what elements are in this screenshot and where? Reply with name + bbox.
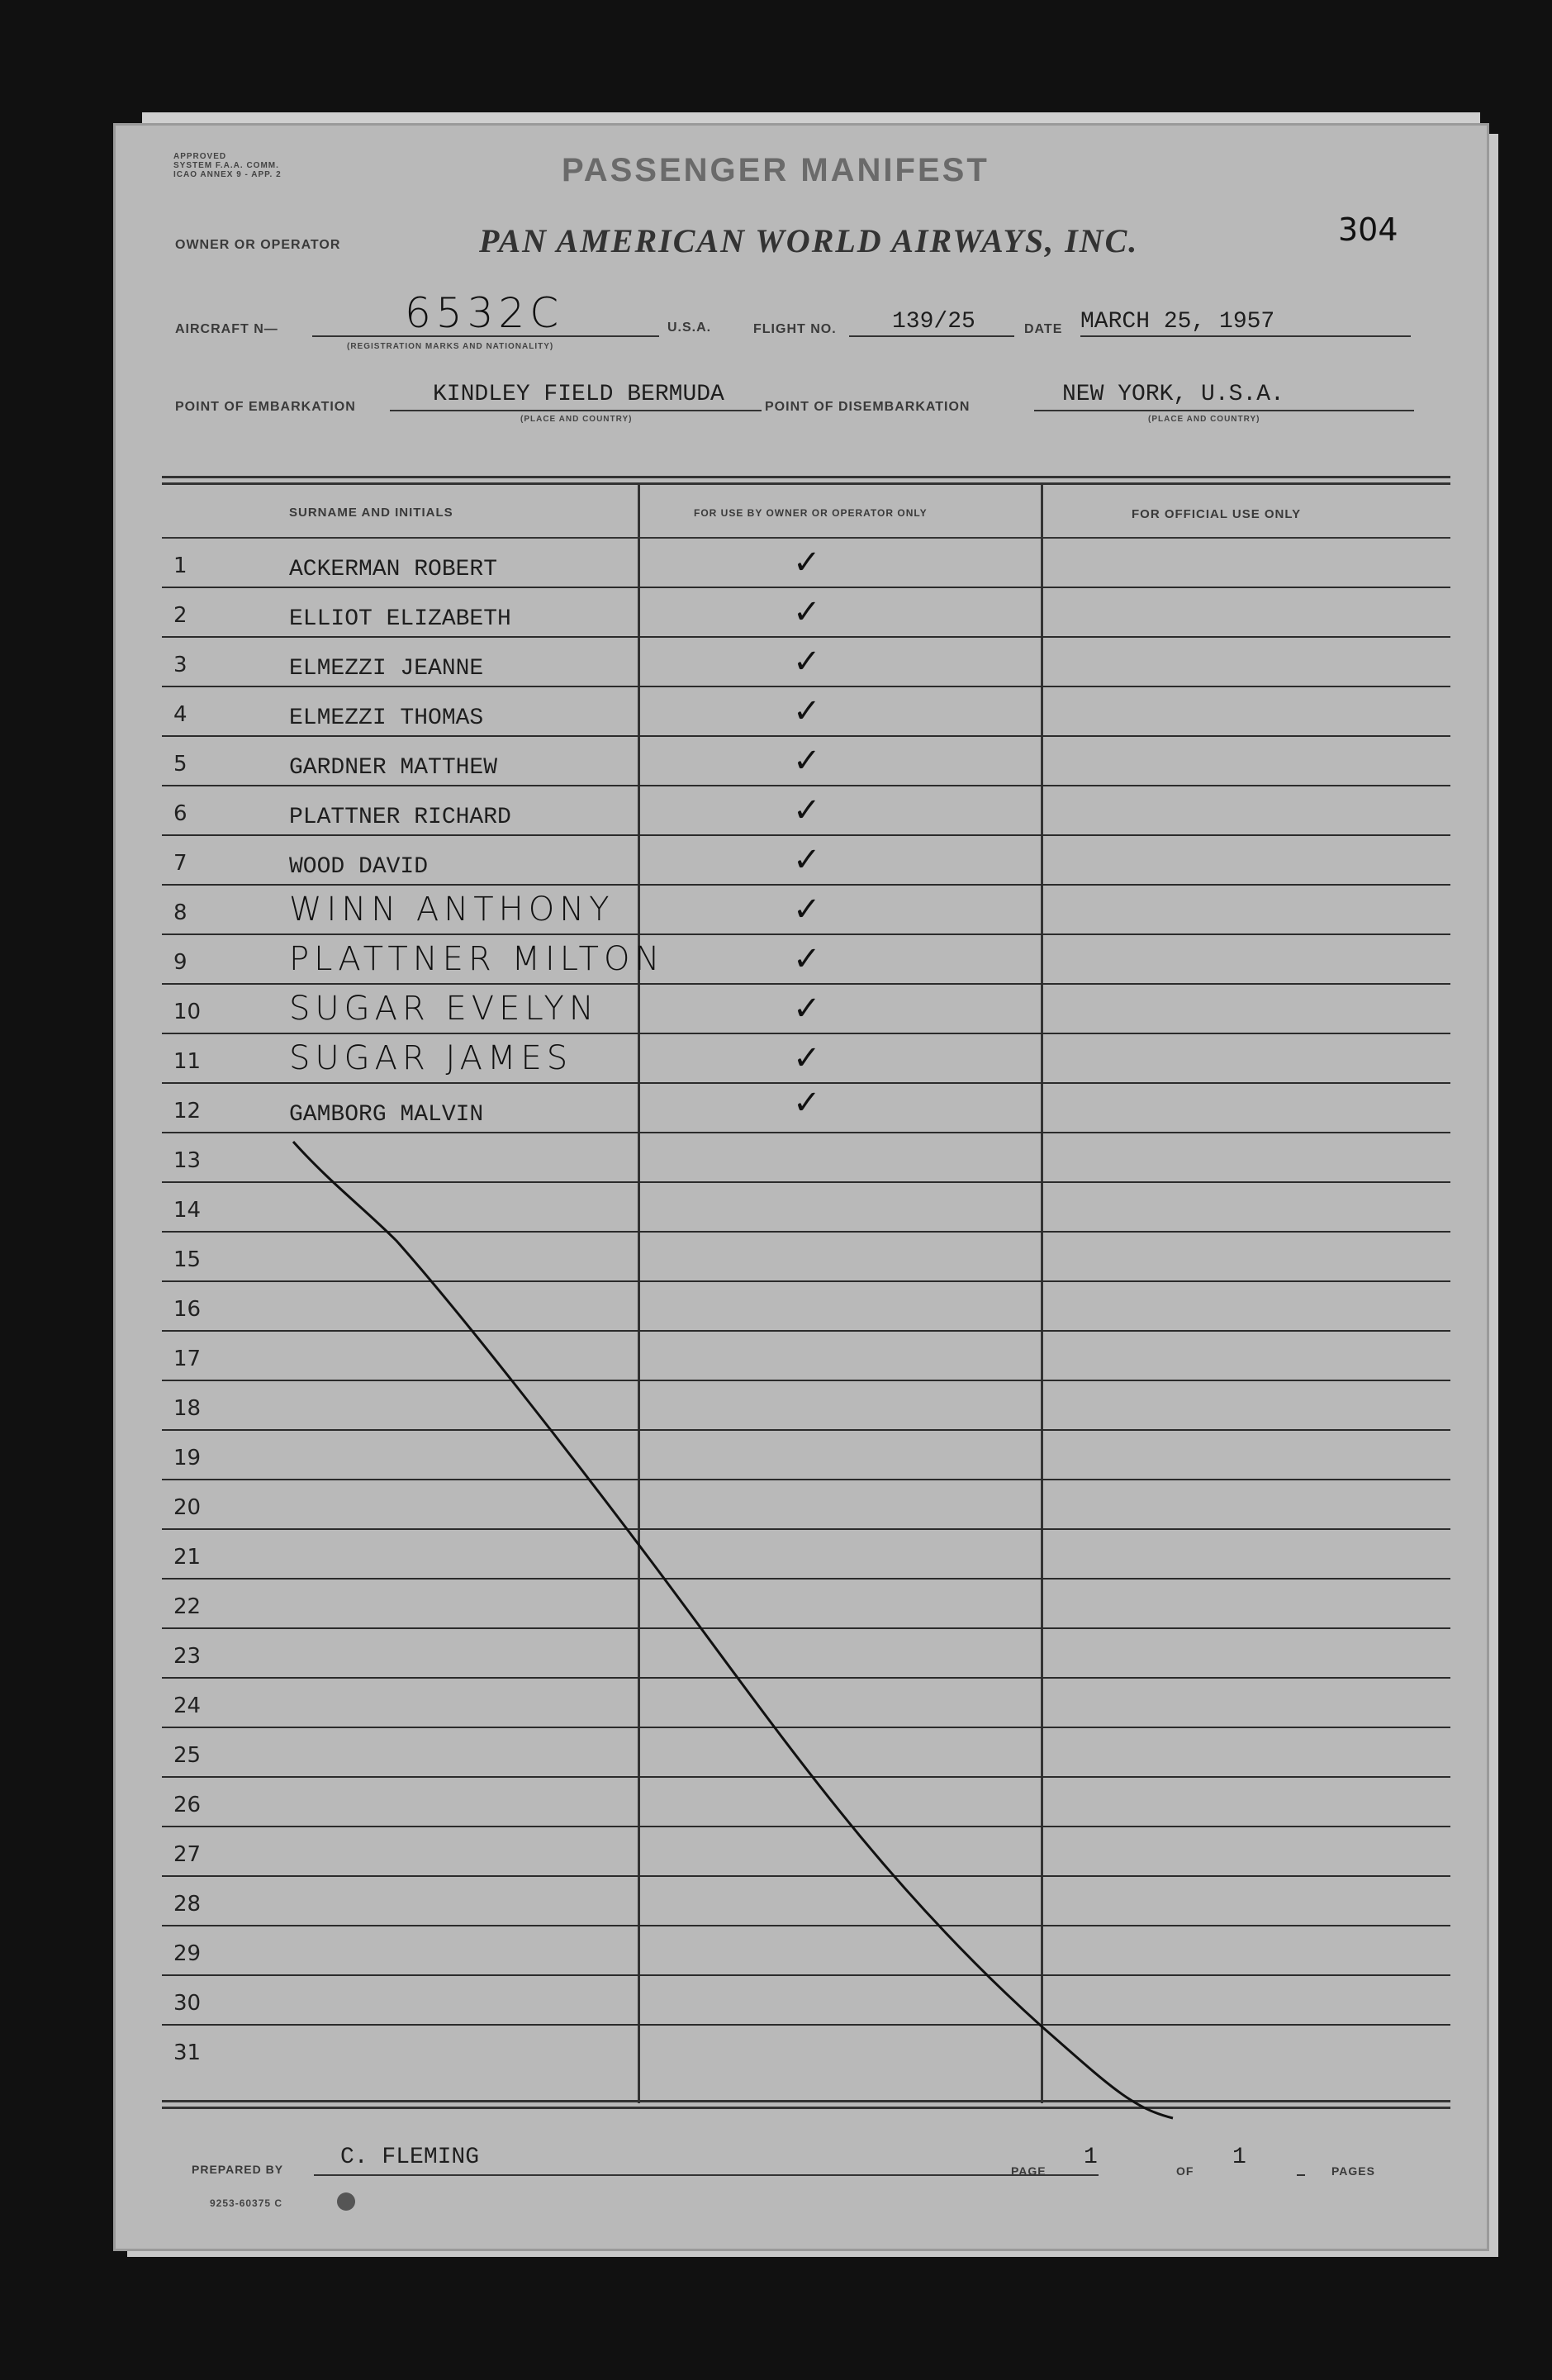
date-value: MARCH 25, 1957 bbox=[1080, 309, 1275, 335]
row-number: 23 bbox=[173, 1644, 202, 1669]
of-label: OF bbox=[1176, 2164, 1194, 2178]
page-value: 1 bbox=[1084, 2145, 1098, 2170]
passenger-name: WOOD DAVID bbox=[289, 854, 429, 880]
row-number: 25 bbox=[173, 1743, 202, 1768]
check-mark: ✓ bbox=[793, 1085, 821, 1121]
row-number: 24 bbox=[173, 1694, 202, 1718]
passenger-name: SUGAR JAMES bbox=[289, 1039, 573, 1077]
disembark-sublabel: (PLACE AND COUNTRY) bbox=[1148, 415, 1260, 424]
check-mark: ✓ bbox=[793, 544, 821, 581]
row-number: 18 bbox=[173, 1396, 202, 1421]
owner-label: OWNER OR OPERATOR bbox=[175, 238, 341, 252]
row-number: 30 bbox=[173, 1991, 202, 2016]
row-number: 15 bbox=[173, 1247, 202, 1272]
row-number: 2 bbox=[173, 603, 187, 628]
row-number: 19 bbox=[173, 1446, 202, 1470]
passenger-name: GARDNER MATTHEW bbox=[289, 755, 498, 781]
row-number: 10 bbox=[173, 1000, 202, 1024]
row-number: 12 bbox=[173, 1099, 202, 1123]
prepared-by-underline bbox=[314, 2174, 1099, 2176]
date-label: DATE bbox=[1024, 322, 1063, 336]
column-header-official-use: FOR OFFICIAL USE ONLY bbox=[1132, 507, 1302, 521]
pages-label: PAGES bbox=[1331, 2164, 1375, 2178]
passenger-name: PLATTNER RICHARD bbox=[289, 805, 511, 830]
row-number: 6 bbox=[173, 801, 187, 826]
cross-out-line bbox=[116, 126, 1487, 2249]
check-mark: ✓ bbox=[793, 990, 821, 1027]
passenger-name: WINN ANTHONY bbox=[289, 891, 615, 929]
passenger-name: PLATTNER MILTON bbox=[289, 940, 665, 978]
row-number: 21 bbox=[173, 1545, 202, 1570]
prepared-by-label: PREPARED BY bbox=[192, 2163, 284, 2176]
check-mark: ✓ bbox=[793, 1040, 821, 1076]
flight-label: FLIGHT NO. bbox=[753, 322, 837, 336]
embark-label: POINT OF EMBARKATION bbox=[175, 400, 356, 414]
check-mark: ✓ bbox=[793, 743, 821, 779]
approval-line: APPROVED bbox=[173, 152, 227, 161]
row-number: 27 bbox=[173, 1842, 202, 1867]
row-number: 31 bbox=[173, 2040, 202, 2065]
page-stamp-number: 304 bbox=[1338, 211, 1398, 248]
approval-line: ICAO ANNEX 9 - APP. 2 bbox=[173, 170, 282, 179]
row-number: 22 bbox=[173, 1594, 202, 1619]
embark-value: KINDLEY FIELD BERMUDA bbox=[433, 382, 724, 407]
disembark-label: POINT OF DISEMBARKATION bbox=[765, 400, 971, 414]
check-mark: ✓ bbox=[793, 792, 821, 829]
flight-value: 139/25 bbox=[892, 309, 975, 335]
manifest-page bbox=[116, 126, 1487, 2249]
row-number: 20 bbox=[173, 1495, 202, 1520]
row-number: 11 bbox=[173, 1049, 202, 1074]
disembark-value: NEW YORK, U.S.A. bbox=[1062, 382, 1284, 407]
approval-line: SYSTEM F.A.A. COMM. bbox=[173, 161, 279, 170]
row-number: 26 bbox=[173, 1793, 202, 1817]
check-mark: ✓ bbox=[793, 842, 821, 878]
prepared-by-value: C. FLEMING bbox=[340, 2145, 480, 2170]
row-number: 13 bbox=[173, 1148, 202, 1173]
row-number: 16 bbox=[173, 1297, 202, 1322]
row-number: 5 bbox=[173, 752, 187, 777]
passenger-name: ELLIOT ELIZABETH bbox=[289, 606, 511, 632]
passenger-name: ELMEZZI JEANNE bbox=[289, 656, 484, 682]
column-header-owner-use: FOR USE BY OWNER OR OPERATOR ONLY bbox=[694, 507, 928, 519]
aircraft-label: AIRCRAFT N— bbox=[175, 322, 278, 336]
union-bug-icon bbox=[337, 2192, 355, 2211]
check-mark: ✓ bbox=[793, 594, 821, 630]
passenger-name: SUGAR EVELYN bbox=[289, 990, 599, 1028]
passenger-name: ELMEZZI THOMAS bbox=[289, 705, 484, 731]
row-number: 4 bbox=[173, 702, 187, 727]
row-number: 28 bbox=[173, 1892, 202, 1917]
check-mark: ✓ bbox=[793, 693, 821, 729]
check-mark: ✓ bbox=[793, 644, 821, 680]
owner-value: PAN AMERICAN WORLD AIRWAYS, INC. bbox=[479, 222, 1139, 259]
passenger-name: ACKERMAN ROBERT bbox=[289, 557, 498, 582]
of-value: 1 bbox=[1232, 2145, 1246, 2170]
usa-label: U.S.A. bbox=[667, 321, 712, 335]
row-number: 9 bbox=[173, 950, 187, 975]
row-number: 29 bbox=[173, 1941, 202, 1966]
row-number: 1 bbox=[173, 553, 187, 578]
passenger-name: GAMBORG MALVIN bbox=[289, 1102, 484, 1128]
column-header-names: SURNAME AND INITIALS bbox=[289, 506, 453, 520]
row-number: 7 bbox=[173, 851, 187, 876]
row-number: 3 bbox=[173, 653, 187, 677]
row-number: 17 bbox=[173, 1347, 202, 1371]
page-title: PASSENGER MANIFEST bbox=[562, 152, 990, 188]
embark-sublabel: (PLACE AND COUNTRY) bbox=[520, 415, 633, 424]
of-underline bbox=[1297, 2174, 1305, 2176]
check-mark: ✓ bbox=[793, 891, 821, 928]
aircraft-value: 6532C bbox=[405, 289, 564, 337]
form-number: 9253-60375 C bbox=[210, 2197, 283, 2209]
check-mark: ✓ bbox=[793, 941, 821, 977]
page-label: PAGE bbox=[1011, 2164, 1047, 2178]
row-number: 8 bbox=[173, 900, 187, 925]
aircraft-sublabel: (REGISTRATION MARKS AND NATIONALITY) bbox=[347, 342, 554, 351]
row-number: 14 bbox=[173, 1198, 202, 1223]
